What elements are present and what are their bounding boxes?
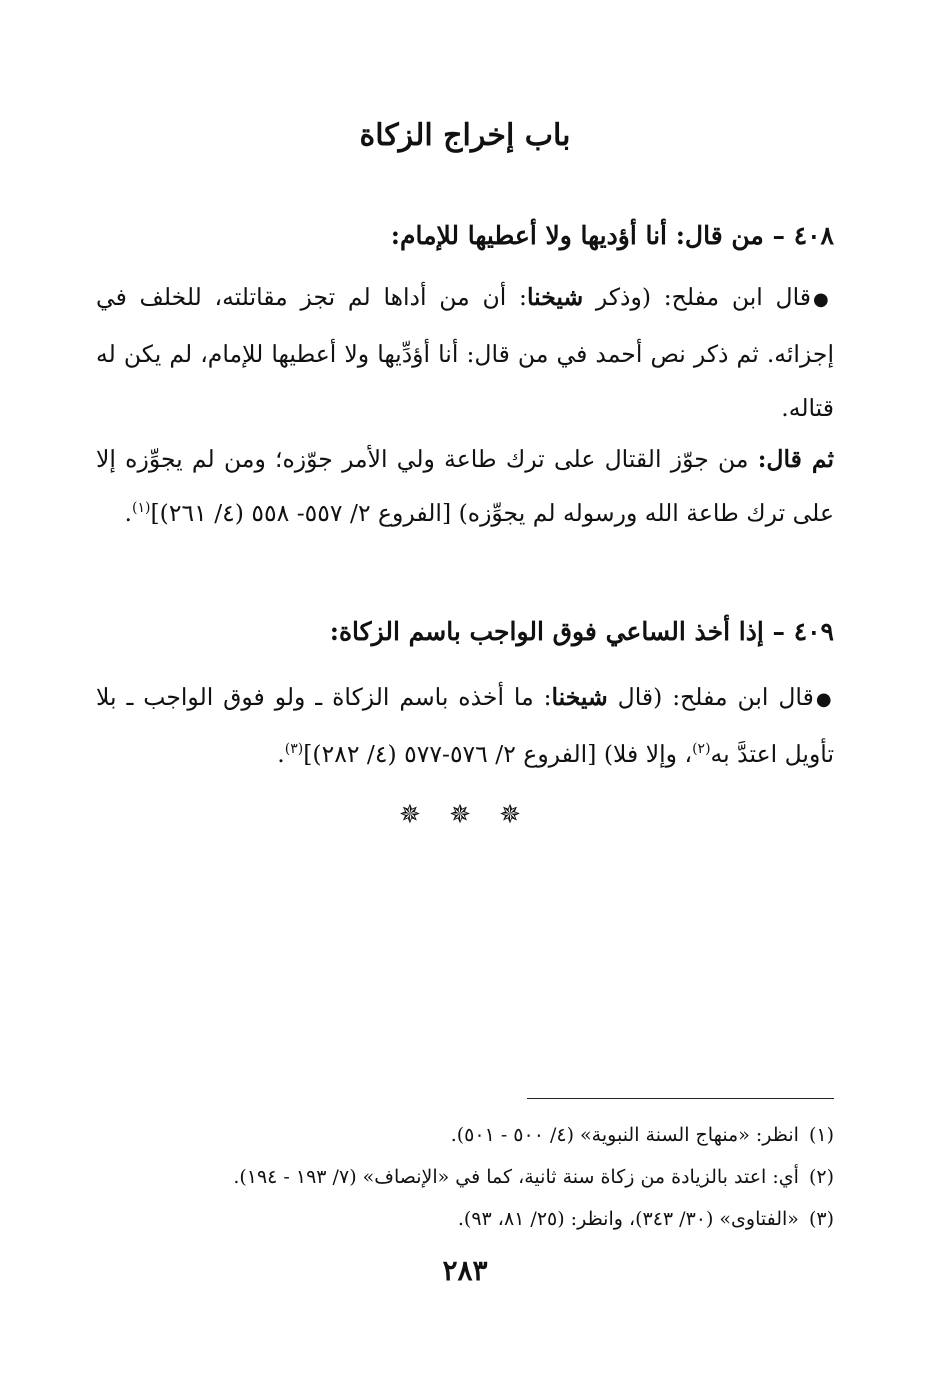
book-page	[96, 0, 834, 1389]
footnote-number: (٢)	[808, 1166, 834, 1188]
footnote-text: انظر: «منهاج السنة النبوية» (٤/ ٥٠٠ - ٥٠١).	[450, 1124, 799, 1146]
text-run: ، وإلا فلا) [الفروع ٢/ ٥٧٦-٥٧٧ (٤/ ٢٨٢)]	[303, 740, 693, 768]
text-run: : ما أخذه باسم الزكاة ـ ولو فوق الواجب ـ بلا تأويل اعتدَّ به	[96, 683, 834, 768]
footnote-ref-1[interactable]: (١)	[132, 500, 151, 517]
text-run: من جوّز القتال على ترك طاعة ولي الأمر جوّزه؛ ومن لم يجوِّزه إلا على ترك طاعة الله ورسوله لم يجوِّزه) [الفروع ٢/ ٥٥٧- ٥٥٨ (٤/ ٢٦١)]	[96, 445, 834, 527]
footnote-number: (٣)	[808, 1208, 834, 1230]
footnote-ref-2[interactable]: (٢)	[692, 741, 711, 758]
footnote-number: (١)	[808, 1124, 834, 1146]
text-run: قال ابن مفلح: (قال	[607, 683, 814, 711]
footnote-text: «الفتاوى» (٣٠/ ٣٤٣)، وانظر: (٢٥/ ٨١، ٩٣).	[457, 1208, 799, 1230]
section-number: ٤٠٨	[793, 221, 834, 250]
bullet-icon: ●	[813, 289, 834, 310]
ornament-divider-icon: ✵ ✵ ✵	[399, 800, 531, 830]
bullet-icon: ●	[815, 689, 834, 710]
section-dash: –	[763, 221, 794, 250]
text-run: .	[124, 499, 133, 527]
emphasis-text: ثم قال:	[757, 445, 834, 473]
chapter-title: باب إخراج الزكاة	[359, 118, 571, 153]
footnote-text: أي: اعتد بالزيادة من زكاة سنة ثانية، كما في «الإنصاف» (٧/ ١٩٣ - ١٩٤).	[233, 1166, 799, 1188]
section-heading-408	[96, 216, 834, 256]
paragraph-408-2	[96, 432, 834, 540]
footnote-1	[96, 1114, 834, 1156]
text-run: .	[277, 740, 285, 768]
emphasis-text: شيخنا	[526, 283, 584, 311]
section-dash: –	[763, 617, 794, 646]
section-number: ٤٠٩	[793, 617, 834, 646]
paragraph-409-1	[96, 670, 834, 781]
section-heading-409	[96, 612, 834, 652]
footnote-2	[96, 1156, 834, 1198]
paragraph-408-1	[96, 270, 834, 435]
text-run: قال ابن مفلح: (وذكر	[583, 283, 812, 311]
footnotes	[96, 1114, 834, 1240]
emphasis-text: شيخنا	[551, 683, 608, 711]
section-title: من قال: أنا أؤديها ولا أعطيها للإمام:	[390, 221, 764, 250]
page-number: ٢٨٣	[442, 1254, 488, 1287]
footnote-ref-3[interactable]: (٣)	[284, 741, 304, 758]
text-run: : أن من أداها لم تجز مقاتلته، للخلف في إجزائه. ثم ذكر نص أحمد في من قال: أنا أؤدِّيها ولا أعطيها للإمام، لم يكن له قتاله.	[96, 283, 834, 422]
footnote-3	[96, 1198, 834, 1240]
footnote-separator	[527, 1098, 834, 1099]
section-title: إذا أخذ الساعي فوق الواجب باسم الزكاة:	[329, 617, 764, 646]
